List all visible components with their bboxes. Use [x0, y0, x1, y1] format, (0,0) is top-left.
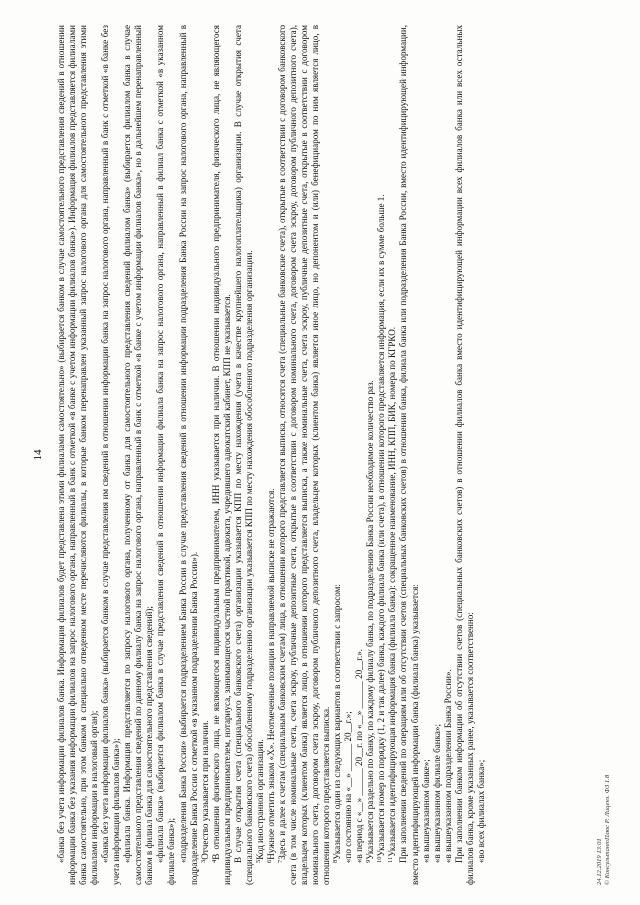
closing-item-branch: «в вышеуказанном филиале банка»;: [431, 723, 442, 863]
paragraph-variant-5: «подразделения Банка России» (выбирается подразделением Банка России в случае представления сведений в отношении информации подразделения Банка России на запрос налогового органа, направленный в подразделение Банка России с отметкой «в указанном подразделении Банка России»).: [177, 25, 199, 885]
footnote-text: Указывается идентифицирующая информация банка (филиала банка): сокращенное наименование, ИНН, КПП, БИК, номера по КГРКО.: [387, 326, 398, 857]
footnote-7: [277, 25, 332, 885]
footnote-text: Указывается один из следующих вариантов в соответствии с запросом:: [332, 584, 343, 860]
variant-period: «в период с «__» ______ 20__г. по «__» ______ 20__г.».: [354, 648, 365, 863]
footnote-number: 11: [387, 856, 395, 863]
footnote-5: [255, 25, 266, 885]
variant-as-of-date: «по состоянию на «__» ______ 20__г.»;: [343, 711, 354, 863]
footnote-3: [200, 25, 211, 885]
footnote-number: 7: [276, 859, 284, 863]
footnote-number: 5: [254, 859, 262, 863]
document-body: [56, 25, 487, 885]
footnote-8: [332, 25, 343, 885]
footnote-number: 8: [332, 859, 340, 863]
footnote-text: Нужное отметить знаком «Х». Неотмеченные позиции в направляемой выписке не отражаются.: [265, 488, 276, 860]
footnote-number: 4: [210, 859, 218, 863]
footnote-text: Отчество указывается при наличии.: [199, 720, 210, 860]
footnote-text: В отношении физического лица, не являющегося индивидуальным предпринимателем, ИНН указывается при наличии. В отношении индивидуального предпринимателя, физического лица, не являющегося индивидуальным предпринимателем, нотариуса, занимающегося частной практикой, адвоката, учредившего адвокатский кабинет, КПП не указывается.: [210, 25, 232, 885]
footnote-text: Здесь и далее к счетам (специальным банковским счетам) лица, в отношении которого представляется выписка, относятся счета (специальные банковские счета), открытые в соответствии с договором банковского счета (в том числе номинальные счета, счета эскроу, публичные депозитные счета, открытые в соответствии с договором номинального счета, договором счета эскроу, договором публичного депозитного счета), владельцем которых (клиентом банка) является лицо, в отношении которого представляется выписка, а также номинальные счета, счета эскроу, публичные депозитные счета, открытые в соответствии с договором номинального счета, договором счета эскроу, договором публичного депозитного счета, владельцем которых (клиентом банка) является иное лицо, но депонентом и (или) бенефициаром по ним является лицо, в отношении которого представляется выписка.: [276, 25, 332, 885]
print-stamp: [596, 775, 612, 885]
footnote-number: 10: [376, 856, 384, 863]
page-number: 14: [32, 449, 44, 461]
closing-item-bank: «в вышеуказанном банке»;: [420, 759, 431, 863]
paragraph-variant-3: «филиала банка. Информация представляется по запросу налогового органа, полученному от банка для самостоятельного представления сведений филиалом банка» (выбирается филиалом банка в случае самостоятельного представления сведений по данному филиалу банка на запрос налогового органа, направленный в банк с отметкой «в банке с учетом информации филиалов банка», но в дальнейшем перенаправленный банком в филиал банка для самостоятельного представления сведений);: [122, 25, 155, 885]
footnote-text: Указывается раздельно по банку, по каждому филиалу банка, по подразделению Банка России необходимое количество раз.: [365, 380, 376, 860]
footnote-4-continued: В случае открытия счета (специального банковского счета) организации указывается КПП по месту нахождения (учета в качестве крупнейшего налогоплательщика) организации. В случае открытия счета (специального банковского счета) обособленному подразделению организации указывается КПП по месту нахождения обособленного подразделения организации.: [232, 25, 254, 885]
footnote-number: 3: [199, 859, 207, 863]
footnote-text: Код иностранной организации.: [254, 739, 265, 860]
footnote-text: Указывается номер по порядку (1, 2 и так далее) банка, каждого филиала банка (или счета), в отношении которого представляется информация, если их в сумме больше 1.: [376, 194, 387, 857]
paragraph-variant-2: «банка без учета информации филиалов банка» (выбирается банком в случае представления им сведений в отношении информации банка на запрос налогового органа, направленный в банк с отметкой «в банке без учета информации филиалов банка»);: [100, 25, 122, 885]
last-paragraph: При заполнении банком информации об отсутствии счетов (специальных банковских счетов) в отношении филиалов банка вместо идентифицирующей информации всех филиалов банка или всех остальных филиалов банка, кроме указанных ранее, указывается соответственно:: [453, 25, 475, 885]
closing-paragraph: При заполнении сведений по операциям или об отсутствии счетов (специальных банковских счетов) в отношении банка, филиала банка или подразделения Банка России, вместо идентифицирующей информации, вместо идентифицирующей информации банка (филиала банка) указывается:: [398, 25, 420, 885]
footnote-4: [211, 25, 233, 885]
footnote-11: [387, 25, 398, 885]
stamp-source: © КонсультантПлюс Р. Лиценз. ФЗ 1.8: [604, 774, 611, 885]
footnote-6: [266, 25, 277, 885]
paragraph-variant-4: «филиала банка» (выбирается филиалом банка в случае представления сведений в отношении информации филиала банка на запрос налогового органа, направленный в филиал банка с отметкой «в указанном филиале банка»);: [155, 25, 177, 885]
footnote-number: 6: [265, 859, 273, 863]
paragraph-variant-1: «банка без учета информации филиалов банка. Информация филиалов будет представлена этими филиалами самостоятельно» (выбирается банком в случае самостоятельного представления сведений в отношении информации банка без указания информации филиалов на запрос налогового органа, направленный в банк с отметкой «в банке с учетом информации филиалов банка»). Информация филиалов представляется филиалами банка самостоятельно, при этом банком в специально отведенном месте перечисляются филиалы, в которые банком перенаправлен указанный запрос налогового органа для самостоятельного представления этими филиалами информации в налоговый орган);: [56, 25, 100, 885]
footnote-10: [376, 25, 387, 885]
rotated-text-block: [32, 25, 612, 885]
closing-item-cbr: «в вышеуказанном подразделении Банка России».: [442, 669, 453, 863]
footnote-9: [365, 25, 376, 885]
stamp-timestamp: 24.12.2019 13:01: [596, 838, 603, 885]
last-item: «во всех филиалах банка»;: [475, 759, 486, 863]
footnote-number: 9: [365, 859, 373, 863]
